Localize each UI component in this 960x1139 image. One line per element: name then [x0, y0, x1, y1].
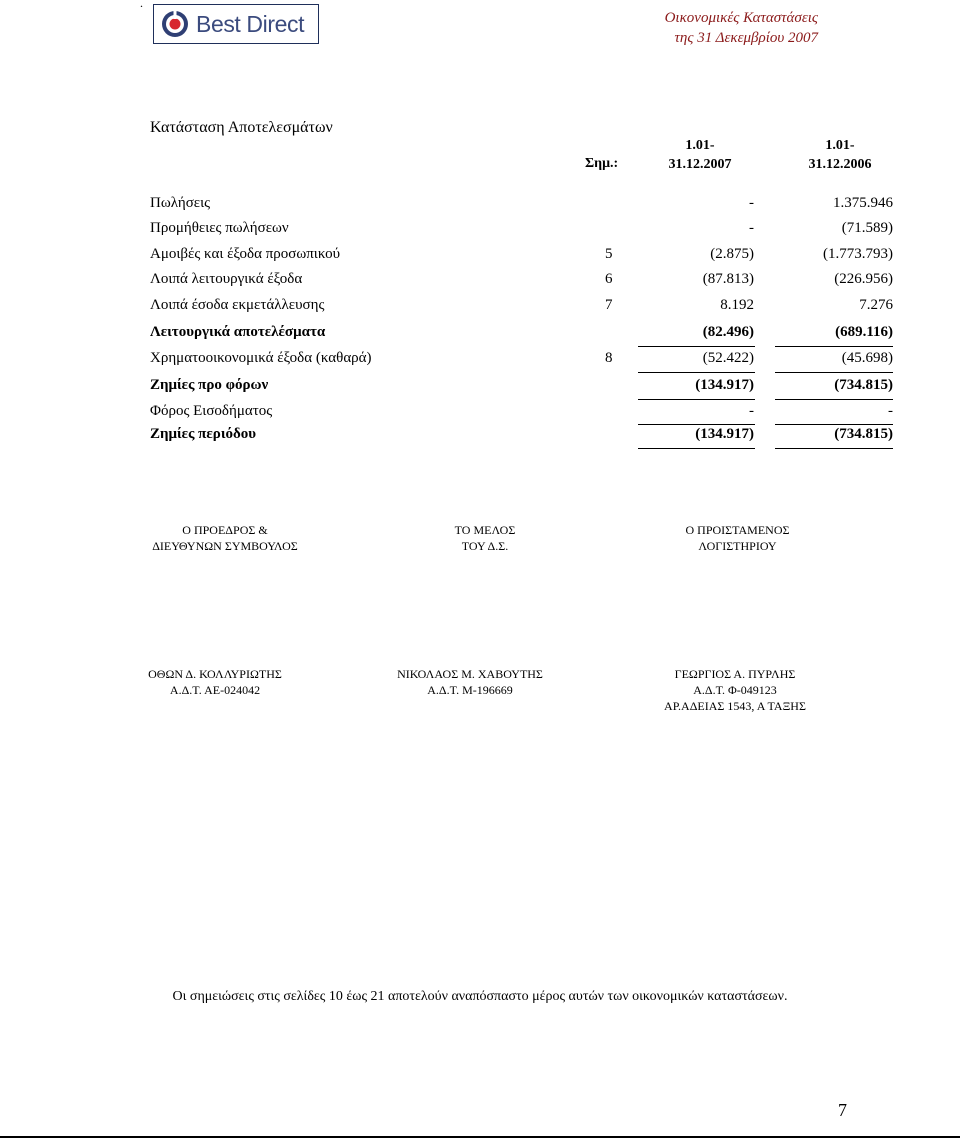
rule-line: [775, 372, 893, 373]
total-row: Ζημίες περιόδου (134.917) (734.815): [150, 426, 893, 442]
table-row: Λοιπά λειτουργικά έξοδα 6 (87.813) (226.956): [150, 271, 893, 287]
signature-role: ΤΟ ΜΕΛΟΣ ΤΟΥ Δ.Σ.: [454, 523, 516, 553]
rule-line: [775, 346, 893, 347]
signatory: ΝΙΚΟΛΑΟΣ Μ. ΧΑΒΟΥΤΗΣ Α.Δ.Τ. Μ-196669: [397, 667, 543, 697]
rule-line: [638, 372, 755, 373]
table-row: Φόρος Εισοδήματος - -: [150, 403, 893, 419]
logo-text: Best Direct: [196, 10, 305, 37]
signature-role: Ο ΠΡΟΕΔΡΟΣ & ΔΙΕΥΘΥΝΩΝ ΣΥΜΒΟΥΛΟΣ: [152, 523, 298, 553]
company-logo: [153, 4, 319, 44]
note-column-header: Σημ.:: [585, 156, 619, 171]
column-header-2006: 1.01- 31.12.2006: [808, 138, 872, 172]
page-bottom-rule: [0, 1136, 960, 1138]
signatory: ΓΕΩΡΓΙΟΣ Α. ΠΥΡΛΗΣ Α.Δ.Τ. Φ-049123 ΑΡ.ΑΔΕΙΑΣ 1543, Α ΤΑΞΗΣ: [664, 667, 806, 713]
table-row: Πωλήσεις - 1.375.946: [150, 195, 893, 211]
rule-line: [638, 448, 755, 449]
corner-mark: .: [140, 0, 143, 10]
header-line-1: Οικονομικές Καταστάσεις: [664, 10, 818, 26]
signatory: ΟΘΩΝ Δ. ΚΟΛΛΥΡΙΩΤΗΣ Α.Δ.Τ. ΑΕ-024042: [148, 667, 282, 697]
table-row: Αμοιβές και έξοδα προσωπικού 5 (2.875) (1.773.793): [150, 246, 893, 262]
statement-title: Κατάσταση Αποτελεσμάτων: [150, 119, 333, 136]
document-header: [665, 8, 818, 48]
subtotal-row: Λειτουργικά αποτελέσματα (82.496) (689.116): [150, 324, 893, 340]
table-row: Λοιπά έσοδα εκμετάλλευσης 7 8.192 7.276: [150, 297, 893, 313]
logo-emblem-icon: [160, 9, 190, 39]
header-line-2: της 31 Δεκεμβρίου 2007: [674, 30, 818, 46]
rule-line: [638, 346, 755, 347]
rule-line: [775, 399, 893, 400]
rule-line: [638, 424, 755, 425]
rule-line: [638, 399, 755, 400]
subtotal-row: Ζημίες προ φόρων (134.917) (734.815): [150, 377, 893, 393]
rule-line: [775, 448, 893, 449]
signature-role: Ο ΠΡΟΙΣΤΑΜΕΝΟΣ ΛΟΓΙΣΤΗΡΙΟΥ: [685, 523, 790, 553]
table-row: Προμήθειες πωλήσεων - (71.589): [150, 220, 893, 236]
column-header-2007: 1.01- 31.12.2007: [668, 138, 732, 172]
footer-note: Οι σημειώσεις στις σελίδες 10 έως 21 αποτελούν αναπόσπαστο μέρος αυτών των οικονομικών καταστάσεων.: [172, 989, 788, 1004]
page-number: 7: [838, 1100, 847, 1120]
table-row: Χρηματοοικονομικά έξοδα (καθαρά) 8 (52.422) (45.698): [150, 350, 893, 366]
rule-line: [775, 424, 893, 425]
